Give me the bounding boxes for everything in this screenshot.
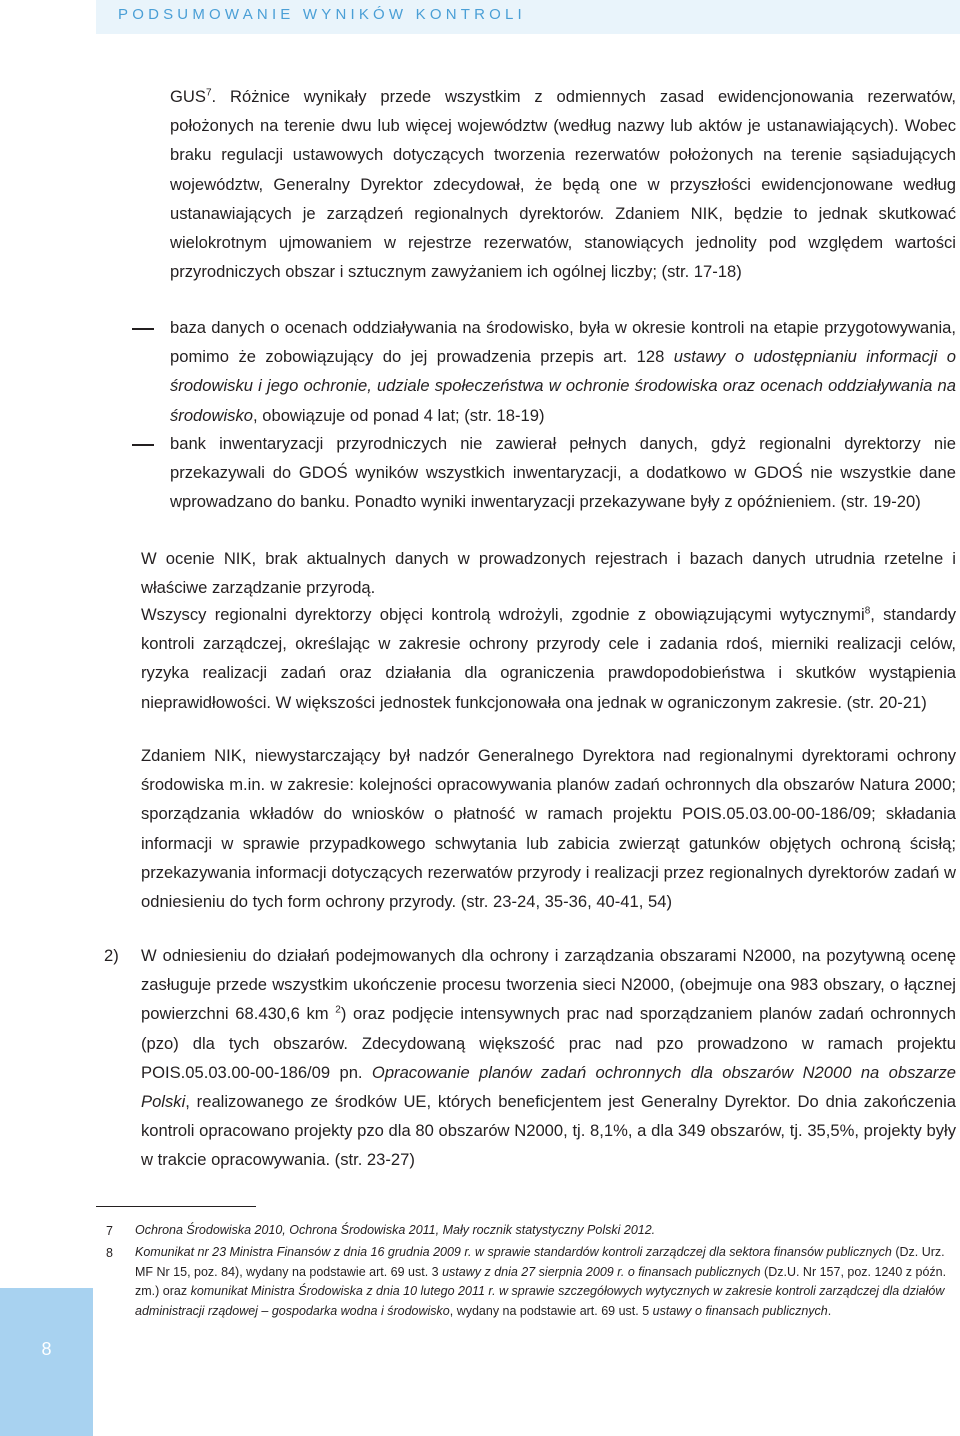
footnote-7: Ochrona Środowiska 2010, Ochrona Środowiska 2011, Mały rocznik statystyczny Polski 2012. <box>135 1223 656 1237</box>
paragraph-regional-directors-text: Wszyscy regionalni dyrektorzy objęci kontrolą wdrożyli, zgodnie z obowiązującymi wytycznymi <box>141 605 865 624</box>
paragraph-regional-directors-text-end: , standardy kontroli zarządczej, określając w zakresie ochrony przyrody cele i zadania rdoś, mierniki realizacji celów, ryzyka realizacji zadań oraz działania dla ograniczenia prawdopodobieństwa i skutków wystąpienia nieprawidłowości. W większości jednostek funkcjonowała ona jednak w ograniczonym zakresie. (str. 20-21) <box>141 605 957 712</box>
list-item-number: 2) <box>104 946 119 965</box>
paragraph-regional-directors <box>141 600 956 717</box>
superscript-2: 2 <box>335 1004 341 1016</box>
footnote-8 <box>135 1243 957 1321</box>
page-number: 8 <box>41 1339 52 1359</box>
footnote-8-part: . <box>827 1303 832 1318</box>
paragraph-natura-text-end: , realizowanego ze środków UE, których beneficjentem jest Generalny Dyrektor. Do dnia zakończenia kontroli opracowano projekty pzo dla 80 obszarów N2000, tj. 8,1%, a dla 349 obszarów, tj. 35,5%, projekty były w trakcie opracowywania. (str. 23-27) <box>141 1092 956 1170</box>
paragraph-gus <box>170 82 956 286</box>
paragraph-natura-text-mid: ) oraz podjęcie intensywnych prac nad sporządzaniem planów zadań ochronnych (pzo) dla tych obszarów. Zdecydowaną większość prac nad pzo prowadzono w ramach projektu POIS.05.03.00-00-186/09 pn. <box>141 1004 956 1082</box>
page-number-tab <box>0 1288 93 1436</box>
footnote-8-part: (Dz.U. Nr 157, poz. 1240 z późn. zm.) oraz <box>135 1264 947 1298</box>
paragraph-gus-text: . Różnice wynikały przede wszystkim z odmiennych zasad ewidencjonowania rezerwatów, położonych na terenie dwu lub więcej województw (według nazwy lub aktów je ustanawiających). Wobec braku regulacji ustawowych dotyczących tworzenia rezerwatów położonych na terenie sąsiadujących województw, Generalny Dyrektor zdecydował, że będą one w przyszłości ewidencjonowane według ustanawiających je zarządzeń regionalnych dyrektorów. Zdaniem NIK, będzie to jednak skutkować wielokrotnym ujmowaniem w rejestrze rezerwatów, stanowiących jednolity pod względem wartości przyrodniczych obszar i sztucznym zawyżaniem ich ogólnej liczby; (str. 17-18) <box>170 87 956 282</box>
bullet-item-inventory-bank: bank inwentaryzacji przyrodniczych nie zawierał pełnych danych, gdyż regionalni dyrektorzy nie przekazywali do GDOŚ wyników wszystkich inwentaryzacji, a dodatkowo w GDOŚ nie wszystkie dane wprowadzano do banku. Ponadto wyniki inwentaryzacji przekazywane były z opóźnieniem. (str. 19-20) <box>170 434 956 512</box>
footnote-8-part: komunikat Ministra Środowiska z dnia 10 lutego 2011 r. w sprawie szczegółowych wytycznych w zakresie kontroli zarządczej dla działów administracji rządowej – gospodarka wodna i środowisko <box>135 1284 945 1318</box>
footnote-8-part: , wydany na podstawie art. 69 ust. 5 <box>449 1303 653 1318</box>
bullet-item-text: baza danych o ocenach oddziaływania na środowisko, była w okresie kontroli na etapie przygotowywania, pomimo że zobowiązujący do jej prowadzenia przepis art. 128 <box>170 318 956 367</box>
footnote-8-part: ustawy z dnia 27 sierpnia 2009 r. o finansach publicznych <box>442 1264 761 1279</box>
paragraph-nik-assessment: W ocenie NIK, brak aktualnych danych w prowadzonych rejestrach i bazach danych utrudnia rzetelne i właściwe zarządzanie przyrodą. <box>141 549 956 598</box>
footnote-separator <box>96 1206 256 1207</box>
project-title: Opracowanie planów zadań ochronnych dla obszarów N2000 na obszarze Polski <box>141 1062 956 1112</box>
bullet-item-text-end: , obowiązuje od ponad 4 lat; (str. 18-19) <box>253 405 545 425</box>
footnote-8-part: (Dz. Urz. MF Nr 15, poz. 84), wydany na podstawie art. 69 ust. 3 <box>135 1245 945 1279</box>
footnote-ref-7: 7 <box>205 87 212 99</box>
bullet-dash <box>132 328 154 330</box>
paragraph-natura-text: W odniesieniu do działań podejmowanych dla ochrony i zarządzania obszarami N2000, na pozytywną ocenę zasługuje przede wszystkim ukończenie procesu tworzenia sieci N2000, (obejmuje ona 983 obszary, o łącznej powierzchni 68.430,6 km <box>141 946 956 1024</box>
paragraph-natura-2000 <box>141 941 956 1175</box>
footnote-8-part: ustawy o finansach publicznych <box>652 1303 828 1318</box>
header-title: PODSUMOWANIE WYNIKÓW KONTROLI <box>118 6 526 23</box>
footnote-ref-8: 8 <box>864 605 871 617</box>
bullet-item-ooś-database <box>170 313 956 430</box>
footnote-7-number: 7 <box>106 1224 113 1238</box>
bullet-item-act-title: ustawy o udostępnianiu informacji o środowisku i jego ochronie, udziale społeczeństwa w ochronie środowiska oraz ocenach oddziaływania na środowisko <box>170 347 956 425</box>
bullet-dash <box>132 444 154 446</box>
paragraph-gus-start: GUS <box>170 87 206 106</box>
paragraph-supervision: Zdaniem NIK, niewystarczający był nadzór Generalnego Dyrektora nad regionalnymi dyrektorami ochrony środowiska m.in. w zakresie: kolejności opracowywania planów zadań ochronnych dla obszarów Natura 2000; sporządzania wkładów do wniosków o płatność w ramach projektu POIS.05.03.00-00-186/09; składania informacji w sprawie przypadkowego schwytania lub zabicia zwierząt gatunków objętych ochroną ścisłą; przekazywania informacji dotyczących rezerwatów przyrody i realizacji przez regionalnych dyrektorów zadań w odniesieniu do tych form ochrony przyrody. (str. 23-24, 35-36, 40-41, 54) <box>141 746 956 912</box>
footnote-8-number: 8 <box>106 1246 113 1260</box>
footnote-8-part: Komunikat nr 23 Ministra Finansów z dnia 16 grudnia 2009 r. w sprawie standardów kontroli zarządczej dla sektora finansów publicznych <box>135 1245 892 1259</box>
